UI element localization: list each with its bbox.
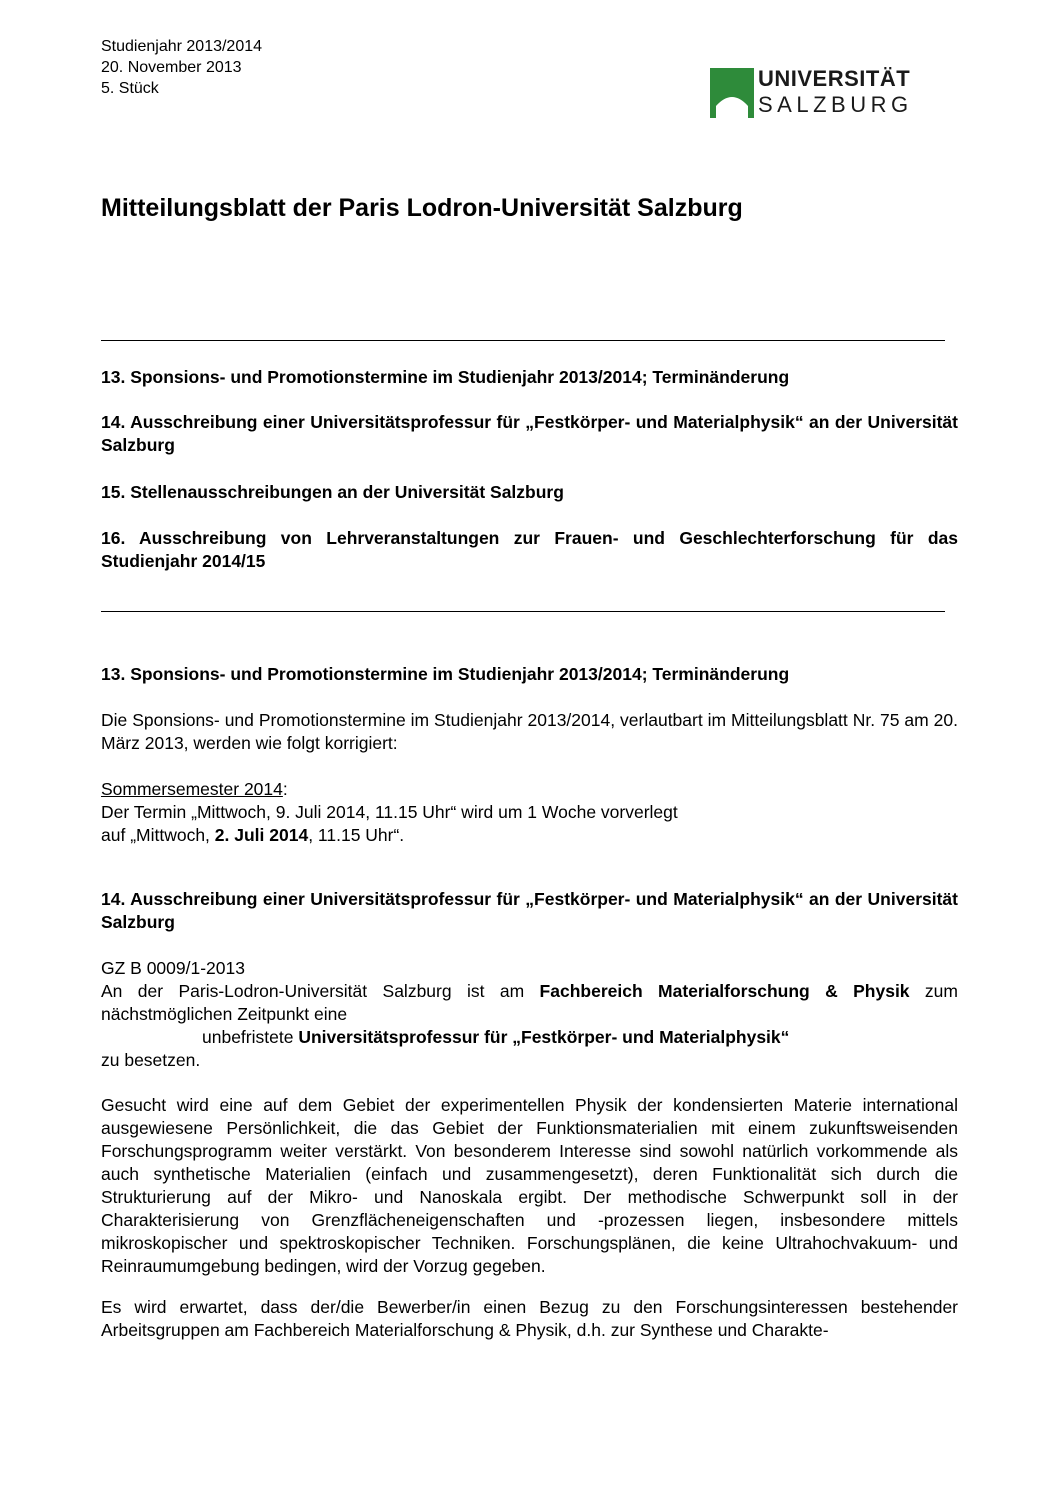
department-name: Fachbereich Materialforschung & Physik bbox=[539, 981, 910, 1001]
section-14-expectations: Es wird erwartet, dass der/die Bewerber/in einen Bezug zu den Forschungsinteressen bestehender Arbeitsgruppen am Fachbereich Materialforschung & Physik, d.h. zur Synthese und Charakte- bbox=[101, 1297, 958, 1340]
toc-item-15: 15. Stellenausschreibungen an der Universität Salzburg bbox=[101, 482, 564, 502]
page-title: Mitteilungsblatt der Paris Lodron-Universität Salzburg bbox=[101, 194, 743, 222]
academic-year: Studienjahr 2013/2014 bbox=[101, 38, 263, 55]
position-title-line: unbefristete Universitätsprofessur für „Festkörper- und Materialphysik“ bbox=[202, 1027, 790, 1047]
new-date: 2. Juli 2014 bbox=[214, 825, 309, 845]
issue-number: 5. Stück bbox=[101, 80, 159, 97]
divider-top bbox=[101, 340, 945, 341]
toc-item-13: 13. Sponsions- und Promotionstermine im Studienjahr 2013/2014; Terminänderung bbox=[101, 367, 790, 387]
position-closing: zu besetzen. bbox=[101, 1050, 201, 1070]
issue-meta bbox=[101, 36, 262, 99]
section-13-heading: 13. Sponsions- und Promotionstermine im Studienjahr 2013/2014; Terminänderung bbox=[101, 664, 790, 684]
reference-number: GZ B 0009/1-2013 bbox=[101, 958, 245, 978]
divider-bottom bbox=[101, 611, 945, 612]
toc-item-14: 14. Ausschreibung einer Universitätsprofessur für „Festkörper- und Materialphysik“ an der Universität Salzburg bbox=[101, 412, 958, 455]
toc-item-16: 16. Ausschreibung von Lehrveranstaltungen zur Frauen- und Geschlechterforschung für das Studienjahr 2014/15 bbox=[101, 528, 958, 571]
logo-wordmark-bottom: SALZBURG bbox=[758, 92, 913, 117]
position-intro: An der Paris-Lodron-Universität Salzburg ist am Fachbereich Materialforschung & Physik zum nächstmöglichen Zeitpunkt eine bbox=[101, 981, 958, 1024]
date-change-line: Der Termin „Mittwoch, 9. Juli 2014, 11.15 Uhr“ wird um 1 Woche vorverlegt bbox=[101, 802, 678, 822]
university-logo bbox=[710, 66, 920, 118]
section-14-heading: 14. Ausschreibung einer Universitätsprofessur für „Festkörper- und Materialphysik“ an der Universität Salzburg bbox=[101, 889, 958, 932]
semester-label: Sommersemester 2014 bbox=[101, 779, 283, 799]
logo-wordmark-top: UNIVERSITÄT bbox=[758, 66, 911, 91]
section-14-announcement bbox=[101, 957, 958, 1072]
logo-arch-icon bbox=[710, 68, 754, 118]
semester-line: Sommersemester 2014: bbox=[101, 779, 288, 799]
new-date-line: auf „Mittwoch, 2. Juli 2014, 11.15 Uhr“. bbox=[101, 825, 405, 845]
position-title: Universitätsprofessur für „Festkörper- und Materialphysik“ bbox=[298, 1027, 790, 1047]
section-14-profile: Gesucht wird eine auf dem Gebiet der experimentellen Physik der kondensierten Materie international ausgewiesene Persönlichkeit, die das Gebiet der Funktionsmaterialien mit einem zukunftsweisenden Forschungsprogramm weiter verstärkt. Von besonderem Interesse sind sowohl natürlich vorkommende als auch synthetische Materialien (einfach und zusammengesetzt), deren Funktionalität sich durch die Strukturierung auf der Mikro- und Nanoskala ergibt. Der methodische Schwerpunkt soll in der Charakterisierung von Grenzflächeneigenschaften und -prozessen liegen, insbesondere mittels mikroskopischer und spektroskopischer Techniken. Forschungsplänen, die keine Ultrahochvakuum- und Reinraumumgebung bedingen, wird der Vorzug gegeben. bbox=[101, 1095, 958, 1276]
issue-date: 20. November 2013 bbox=[101, 59, 242, 76]
section-13-details bbox=[101, 778, 958, 847]
section-13-intro: Die Sponsions- und Promotionstermine im Studienjahr 2013/2014, verlautbart im Mitteilungsblatt Nr. 75 am 20. März 2013, werden wie folgt korrigiert: bbox=[101, 710, 958, 753]
